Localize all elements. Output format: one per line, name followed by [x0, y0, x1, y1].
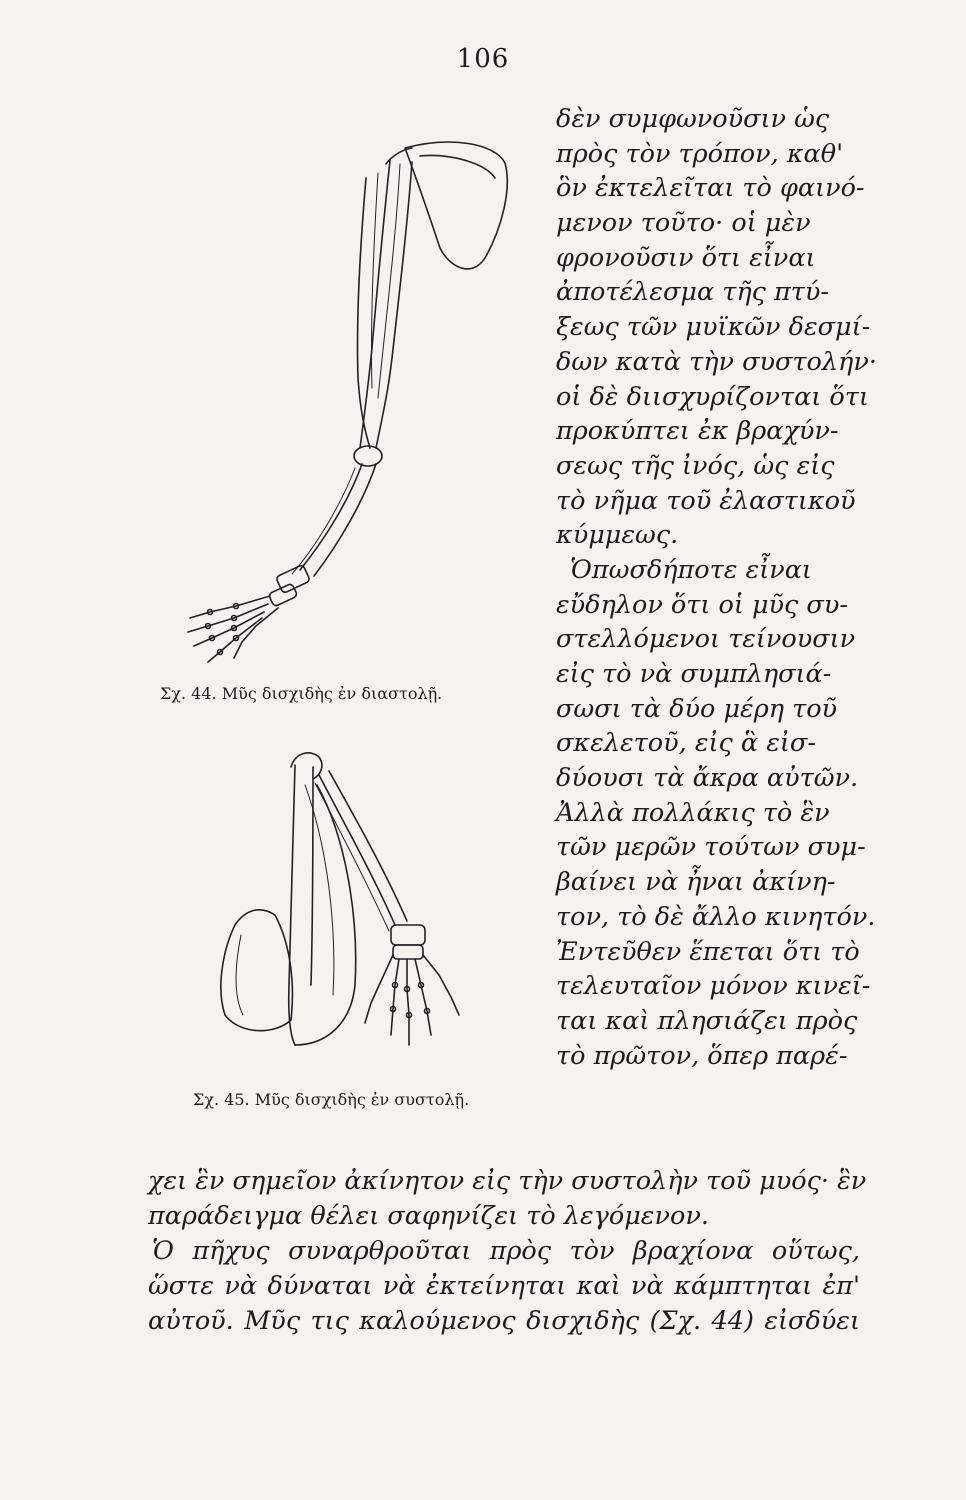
text-line: παράδειγμα θέλει σαφηνίζει τὸ λεγόμενον. [148, 1201, 709, 1231]
text-line: αὐτοῦ. Μῦς τις καλούμενος δισχιδὴς (Σχ. 44) εἰσδύει [148, 1306, 860, 1336]
text-line: ξεως τῶν μυϊκῶν δεσμί- [556, 312, 871, 343]
text-line: Ὁπωσδήποτε εἶναι [570, 554, 812, 585]
text-line: τὸ νῆμα τοῦ ἐλαστικοῦ [556, 485, 856, 516]
text-line: Ὁ πῆχυς συναρθροῦται πρὸς τὸν βραχίονα οὕτως, [152, 1236, 860, 1266]
arm-extended-drawing [150, 118, 550, 678]
text-line: χει ἓν σημεῖον ἀκίνητον εἰς τὴν συστολὴν τοῦ μυός· ἓν [148, 1166, 867, 1196]
text-line: ἀποτέλεσμα τῆς πτύ- [556, 277, 830, 308]
text-line: ὃν ἐκτελεῖται τὸ φαινό- [556, 173, 865, 204]
text-line: στελλόμενοι τείνουσιν [556, 624, 856, 655]
text-line: εἰς τὸ νὰ συμπλησιά- [556, 659, 832, 689]
text-line: οἱ δὲ διισχυρίζονται ὅτι [556, 381, 869, 412]
figure-44-caption: Σχ. 44. Μῦς δισχιδὴς ἐν διαστολῇ. [160, 684, 443, 703]
text-line: προκύπτει ἐκ βραχύν- [556, 416, 839, 447]
text-line: δὲν συμφωνοῦσιν ὡς [556, 104, 830, 134]
right-text-column [556, 102, 877, 1073]
text-line: σκελετοῦ, εἰς ἃ εἰσ- [556, 728, 816, 759]
text-line: τὸ πρῶτον, ὅπερ παρέ- [556, 1040, 848, 1071]
arm-contracted-drawing [195, 745, 515, 1085]
text-line: μενον τοῦτο· οἱ μὲν [556, 208, 811, 239]
page-number: 106 [456, 44, 510, 74]
text-line: ται καὶ πλησιάζει πρὸς [556, 1005, 858, 1036]
text-line: Ἐντεῦθεν ἕπεται ὅτι τὸ [556, 936, 860, 967]
text-line: σεως τῆς ἰνός, ὡς εἰς [556, 450, 835, 481]
text-line: πρὸς τὸν τρόπον, καθ' [556, 138, 844, 169]
text-line: φρονοῦσιν ὅτι εἶναι [556, 242, 816, 273]
text-line: κύμμεως. [556, 520, 679, 551]
text-line: σωσι τὰ δύο μέρη τοῦ [556, 693, 838, 724]
text-line: δων κατὰ τὴν συστολήν· [556, 346, 877, 377]
text-line: ὥστε νὰ δύναται νὰ ἐκτείνηται καὶ νὰ κάμπτηται ἐπ' [148, 1271, 860, 1301]
text-line: τελευταῖον μόνον κινεῖ- [556, 971, 871, 1002]
figure-45-caption: Σχ. 45. Μῦς δισχιδὴς ἐν συστολῇ. [193, 1090, 470, 1109]
text-line: δύουσι τὰ ἄκρα αὐτῶν. [556, 763, 859, 794]
text-line: Ἀλλὰ πολλάκις τὸ ἓν [556, 797, 830, 828]
figure-45-illustration [195, 745, 515, 1085]
figure-44-illustration [150, 118, 550, 678]
full-width-text [148, 1164, 867, 1339]
text-line: τῶν μερῶν τούτων συμ- [556, 832, 866, 863]
text-line: βαίνει νὰ ἦναι ἀκίνη- [556, 867, 836, 898]
text-line: εὔδηλον ὅτι οἱ μῦς συ- [556, 589, 848, 620]
text-line: τον, τὸ δὲ ἄλλο κινητόν. [556, 901, 876, 932]
